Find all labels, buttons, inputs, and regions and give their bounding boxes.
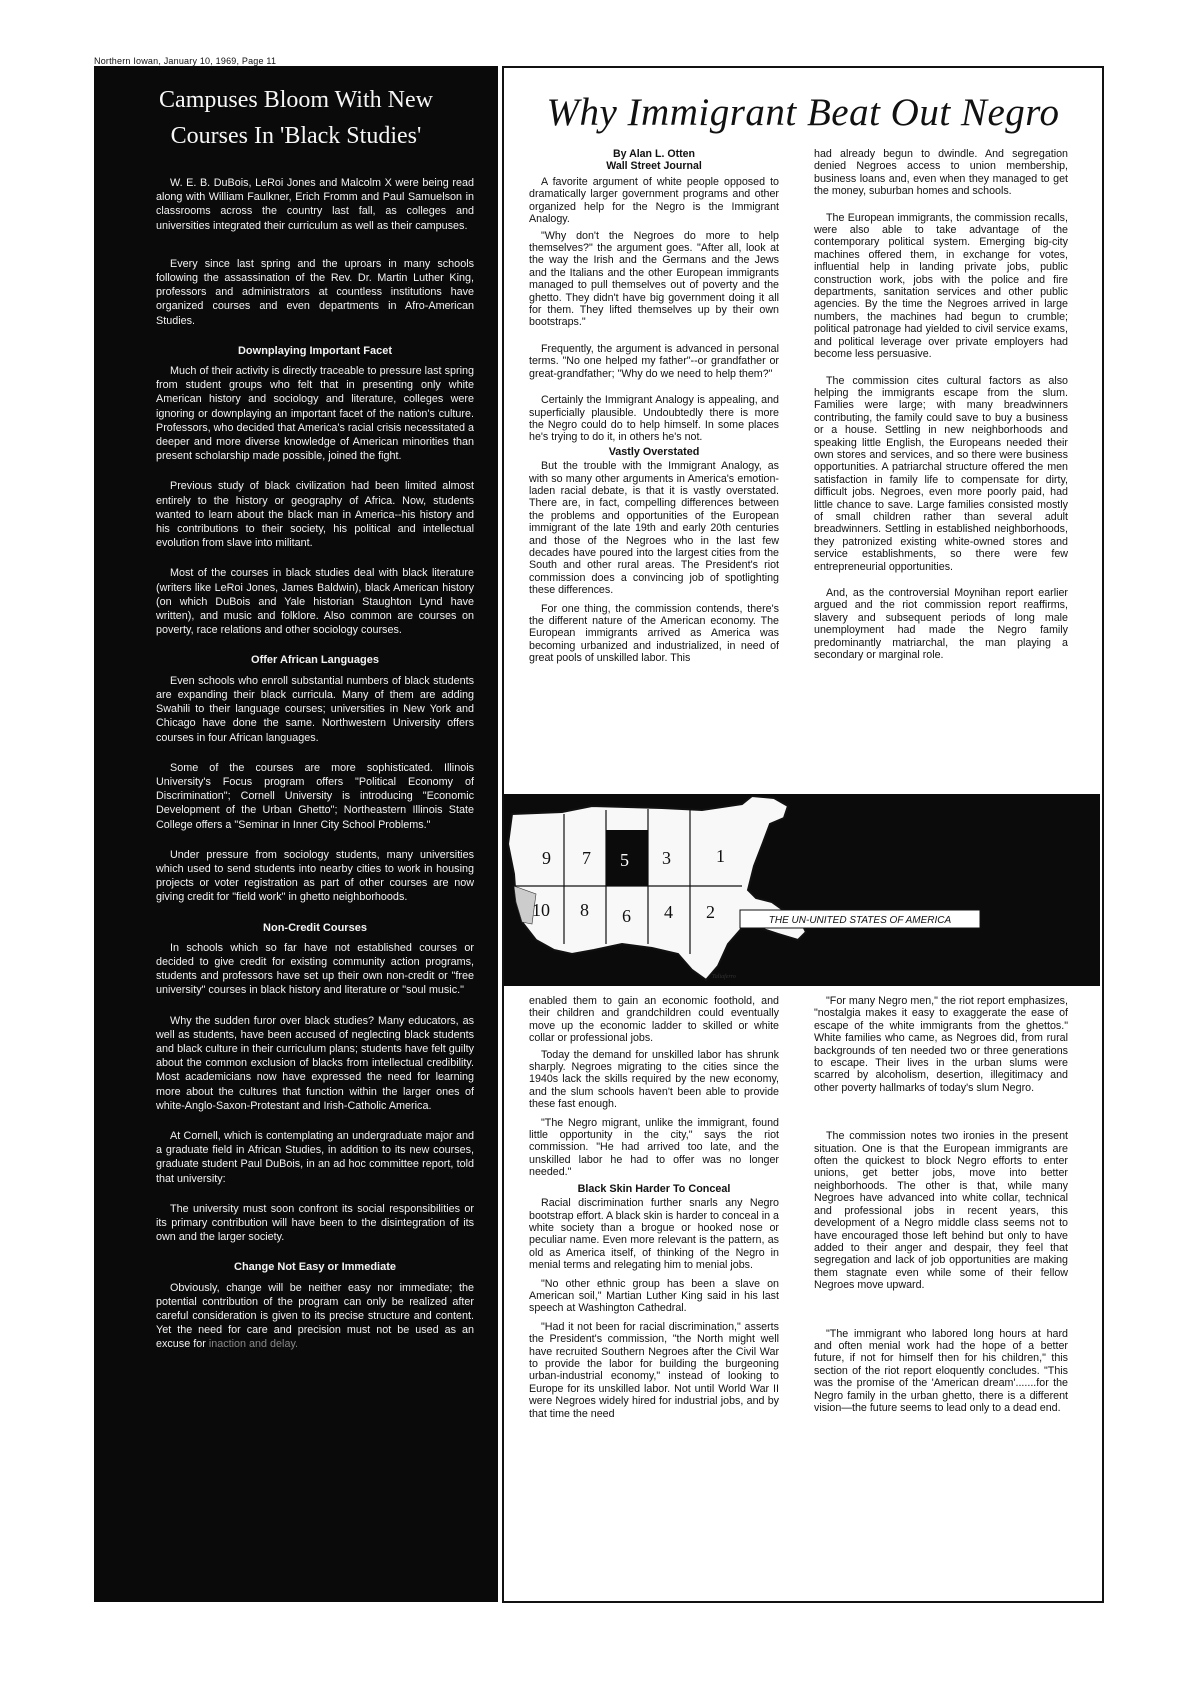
paragraph: The university must soon confront its social responsibilities or its primary contribution will have been to the disintegration of its own and the larger society. bbox=[156, 1202, 474, 1244]
paragraph: The European immigrants, the commission recalls, were also able to take advantage of the contemporary political system. Emerging big-city machines offered them, in exchange for votes, influential help in landing private jobs, public construction work, jobs with the police and fire departments, sanitation services and other public agencies. By the time the Negroes arrived in large numbers, the machines had begun to crumble; political patronage had yielded to civil service exams, and political leverage over private employers had become less persuasive. bbox=[814, 211, 1068, 361]
paragraph: Every since last spring and the uproars in many schools following the assassination of the Rev. Dr. Martin Luther King, professors and administrators at countless institutions have organized courses and even departments in Afro-American Studies. bbox=[156, 257, 474, 327]
map-outline bbox=[508, 796, 806, 980]
article-column-1 bbox=[529, 148, 779, 679]
map-number-2: 2 bbox=[706, 902, 715, 922]
paragraph: Much of their activity is directly traceable to pressure last spring from student groups who felt that in presenting only white American history and sociology and literature, colleges were ignoring or downplaying an important facet of the nation's culture. Professors, who decided that America's racial crisis necessitated a deeper and more diverse knowledge of American minorities than present scholarship made possible, joined the fight. bbox=[156, 365, 474, 463]
immigrant-article bbox=[502, 66, 1104, 1603]
subhead: Vastly Overstated bbox=[608, 445, 700, 458]
subhead: Non-Credit Courses bbox=[263, 921, 367, 934]
map-number-1: 1 bbox=[716, 846, 725, 866]
paragraph: Most of the courses in black studies deal with black literature (writers like LeRoi Jones, James Baldwin), black American history (on which DuBois and Yale historian Staughton Lynd have written), and music and folklore. Also common are courses on poverty, race relations and other sociology courses. bbox=[156, 567, 474, 637]
paragraph: W. E. B. DuBois, LeRoi Jones and Malcolm X were being read along with William Faulkner, Erich Fromm and Paul Samuelson in classrooms across the country last fall, as colleges and universities integrated their curriculum as well as their campuses. bbox=[156, 177, 474, 232]
paragraph: Previous study of black civilization had been limited almost entirely to the history or geography of Africa. Now, students wanted to learn about the black man in America--his history and his contributions to their society, his political and intellectual evolution from slave into militant. bbox=[156, 480, 474, 550]
paragraph: "The immigrant who labored long hours at hard and often menial work had the hope of a better future, if not for himself then for his children," this section of the riot report eloquently concludes. "This was the promise of the 'American dream'.......for the Negro family in the urban ghetto, there is a different vision—the future seems to lead only to a dead end. bbox=[814, 1327, 1068, 1414]
map-number-3: 3 bbox=[662, 848, 671, 868]
cartoonist-signature: Taliaferro bbox=[712, 974, 736, 980]
black-studies-article bbox=[94, 66, 498, 1602]
paragraph: had already begun to dwindle. And segregation denied Negroes access to union membership, business loans and, even when they managed to get the money, suburban homes and schools. bbox=[814, 148, 1068, 198]
subhead: Change Not Easy or Immediate bbox=[234, 1261, 396, 1274]
paragraph: And, as the controversial Moynihan report earlier argued and the riot commission report reaffirms, slavery and subsequent periods of long male unemployment had made the Negro family predominantly matriarchal, the man playing a secondary or marginal role. bbox=[814, 587, 1068, 662]
cartoon-drawing bbox=[502, 794, 1100, 986]
paragraph: Today the demand for unskilled labor has shrunk sharply. Negroes migrating to the cities since the 1940s lack the skills required by the new economy, and the slum schools haven't been able to provide these fast enough. bbox=[529, 1048, 779, 1111]
paragraph: Racial discrimination further snarls any Negro bootstrap effort. A black skin is harder to conceal in a white society than a brogue or hooked nose or peculiar name. Even more relevant is the pattern, as old as America itself, of thinking of the Negro in menial terms and relegating him to menial jobs. bbox=[529, 1197, 779, 1272]
paragraph: enabled them to gain an economic foothold, and their children and grandchildren could eventually move up the economic ladder to skilled or white collar or professional jobs. bbox=[529, 995, 779, 1045]
paragraph: For one thing, the commission contends, there's the different nature of the American economy. The European immigrants arrived as America was becoming urbanized and industrialized, in need of great pools of unskilled labor. This bbox=[529, 602, 779, 665]
map-number-7: 7 bbox=[582, 848, 591, 868]
article-column-4 bbox=[814, 995, 1068, 1428]
paragraph: "Why don't the Negroes do more to help themselves?" the argument goes. "After all, look at the way the Irish and the Germans and the Jews and the Italians and the other European immigrants managed to pull themselves out of poverty and the ghetto. They didn't have big government doing it all for them. They lifted themselves up by their own bootstraps." bbox=[529, 229, 779, 329]
subhead: Downplaying Important Facet bbox=[237, 344, 392, 357]
map-number-5: 5 bbox=[620, 850, 629, 870]
paragraph: But the trouble with the Immigrant Analogy, as with so many other arguments in America's emotion-laden racial debate, is that it is vastly overstated. There are, in fact, compelling differences between the problems and opportunities of the European immigrant of the late 19th and early 20th centuries and those of the Negroes who in the last few decades have poured into the largest cities from the South and other rural areas. The President's riot commission does a convincing job of spotlighting these differences. bbox=[529, 460, 779, 597]
paragraph bbox=[156, 1281, 474, 1352]
paragraph: Even schools who enroll substantial numbers of black students are expanding their black curricula. Many of them are adding Swahili to their language courses; universities in New York and Chicago have done the same. Northwestern University offers courses in four African languages. bbox=[156, 674, 474, 744]
byline-publication: Wall Street Journal bbox=[606, 160, 702, 172]
paragraph: Some of the courses are more sophisticated. Illinois University's Focus program offers "Political Economy of Discrimination"; Cornell University is introducing "Economic Development of the Urban Ghetto"; Northeastern Illinois State College offers a "Seminar in Inner City School Problems." bbox=[156, 761, 474, 831]
paragraph: A favorite argument of white people opposed to dramatically larger government programs and other organized help for the Negro is the Immigrant Analogy. bbox=[529, 176, 779, 226]
map-number-9: 9 bbox=[542, 848, 551, 868]
map-number-6: 6 bbox=[622, 906, 631, 926]
paragraph: In schools which so far have not established courses or decided to give credit for existing community action programs, students and professors have set up their own non-credit or "free university" courses in black history and literature or "soul music." bbox=[156, 941, 474, 997]
paragraph: Why the sudden furor over black studies? Many educators, as well as students, have been accused of neglecting black students and black culture in their curriculum plans; students have felt guilty about the common exclusion of blacks from intellectual credibility. Most academicians now have expressed the need for learning more about the cultures that function within the larger ones of white-Anglo-Saxon-Protestant and Irish-Catholic America. bbox=[156, 1014, 474, 1112]
headline-line-1: Campuses Bloom With New bbox=[159, 87, 433, 113]
black-studies-headline bbox=[104, 82, 488, 154]
page-folio: Northern Iowan, January 10, 1969, Page 11 bbox=[94, 56, 277, 66]
article-column-2 bbox=[814, 148, 1068, 675]
article-column-3 bbox=[529, 995, 779, 1434]
article-body bbox=[94, 176, 498, 1352]
subhead: Black Skin Harder To Conceal bbox=[577, 1182, 731, 1195]
editorial-cartoon bbox=[502, 794, 1100, 986]
byline bbox=[529, 148, 779, 172]
paragraph: "No other ethnic group has been a slave on American soil," Martian Luther King said in his last speech at Washington Cathedral. bbox=[529, 1277, 779, 1315]
paragraph: The commission notes two ironies in the present situation. One is that the European immigrants are often the quickest to block Negro efforts to enter unions, get better jobs, move into better neighborhoods. The other is that, while many Negroes have advanced into white collar, technical and professional jobs in recent years, this development of a Negro middle class seems not to have encouraged those left behind but only to have added to their anger and despair, they feel that segregation and lack of job opportunities are making them stagnate even while some of their fellow Negroes move upward. bbox=[814, 1130, 1068, 1292]
paragraph: At Cornell, which is contemplating an undergraduate major and a graduate field in African Studies, in addition to its new courses, graduate student Paul DuBois, in an ad hoc committee report, told that university: bbox=[156, 1129, 474, 1185]
map-number-4: 4 bbox=[664, 902, 673, 922]
paragraph: The commission cites cultural factors as also helping the immigrants escape from the slum. Families were large; with many breadwinners contributing, the family could save to buy a business or a house. Settling in new neighborhoods and speaking little English, the Europeans needed their own stores and services, and so there were business opportunities. A patriarchal structure offered the men satisfaction in family life to compensate for dirty, difficult jobs. Negroes, even more poorly paid, had little chance to save. Large families consisted mostly of small children rather than several adult breadwinners. Settling in established neighborhoods, they patronized existing white-owned stores and service establishments, so there were few entrepreneurial opportunities. bbox=[814, 374, 1068, 573]
byline-author: By Alan L. Otten bbox=[612, 148, 695, 160]
paragraph: Under pressure from sociology students, many universities which used to send students into nearby cities to work in housing projects or voter registration as part of other courses are now giving credit for "field work" in ghetto neighborhoods. bbox=[156, 848, 474, 904]
paragraph-cutoff-text: inaction and delay. bbox=[208, 1338, 299, 1351]
paragraph: "Had it not been for racial discrimination," asserts the President's commission, "the North might well have recruited Southern Negroes after the Civil War to provide the labor for building the burgeoning urban-industrial economy," instead of looking to Europe for its unskilled labor. Not until World War II were Negroes widely hired for industrial jobs, and by that time the need bbox=[529, 1320, 779, 1420]
map-number-8: 8 bbox=[580, 900, 589, 920]
subhead: Offer African Languages bbox=[251, 654, 379, 667]
paragraph: Frequently, the argument is advanced in personal terms. "No one helped my father"--or grandfather or great-grandfather; "Why do we need to help them?" bbox=[529, 342, 779, 380]
paragraph-text: Obviously, change will be neither easy nor immediate; the potential contribution of the program can only be realized after careful consideration is given to its precise structure and content. Yet the need for care and precision must not be used as an excuse for bbox=[156, 1281, 474, 1351]
headline-line-2: Courses In 'Black Studies' bbox=[170, 123, 422, 149]
map-number-10: 10 bbox=[532, 900, 550, 920]
paragraph: Certainly the Immigrant Analogy is appealing, and superficially plausible. Undoubtedly there is more the Negro could do to help himself. In some places he's trying to do it, in others he's not. bbox=[529, 394, 779, 444]
paragraph: "The Negro migrant, unlike the immigrant, found little opportunity in the city," says the riot commission. "He had arrived too late, and the unskilled labor he had to offer was no longer needed." bbox=[529, 1116, 779, 1179]
cartoon-caption: THE UN-UNITED STATES OF AMERICA bbox=[768, 915, 952, 926]
paragraph: "For many Negro men," the riot report emphasizes, "nostalgia makes it easy to exaggerate the ease of escape of the white immigrants from the ghettos." White families who came, as Negroes did, from rural backgrounds of ten needed two or three generations to escape. Their lives in the urban slums were scarred by alcoholism, desertion, illegitimacy and other poverty hallmarks of today's slum Negro. bbox=[814, 995, 1068, 1094]
immigrant-headline: Why Immigrant Beat Out Negro bbox=[546, 91, 1060, 134]
